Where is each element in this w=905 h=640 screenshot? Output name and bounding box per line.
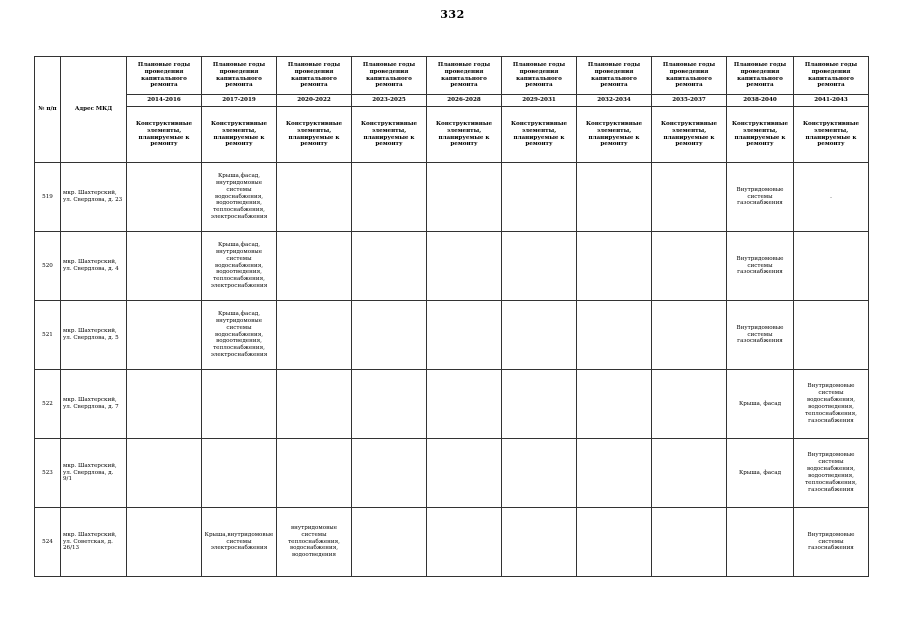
header-planned-title: Плановые годы проведения капитального ремонта (202, 57, 277, 95)
row-address: мкр. Шахтерский, ул. Советская, д. 26/13 (61, 508, 127, 577)
header-period: 2035-2037 (652, 95, 727, 107)
row-cell (127, 232, 202, 301)
header-elements: Конструктивные элементы, планируемые к ремонту (794, 107, 869, 163)
row-cell (127, 439, 202, 508)
table-row (35, 301, 869, 370)
row-cell (502, 508, 577, 577)
header-planned-title: Плановые годы проведения капитального ремонта (727, 57, 794, 95)
row-cell (577, 439, 652, 508)
row-cell (652, 370, 727, 439)
header-period: 2023-2025 (352, 95, 427, 107)
row-cell (794, 301, 869, 370)
header-period: 2026-2028 (427, 95, 502, 107)
row-cell (202, 439, 277, 508)
row-cell (577, 370, 652, 439)
header-planned-title: Плановые годы проведения капитального ремонта (577, 57, 652, 95)
row-cell (502, 370, 577, 439)
row-cell (277, 370, 352, 439)
row-number: 520 (35, 232, 61, 301)
row-cell (352, 163, 427, 232)
header-period: 2038-2040 (727, 95, 794, 107)
row-cell (277, 439, 352, 508)
row-cell: Внутридомовые системы водоснабжения, водоотведения, теплоснабжения, газоснабжения (794, 439, 869, 508)
row-cell: . (794, 163, 869, 232)
row-cell: Крыша,фасад, внутридомовые системы водоснабжения, водоотведения, теплоснабжения, электроснабжения (202, 301, 277, 370)
row-address: мкр. Шахтерский, ул. Свердлова, д. 5 (61, 301, 127, 370)
row-cell: внутридомовые системы теплоснабжения, водоснабжения, водоотведения (277, 508, 352, 577)
row-cell (577, 163, 652, 232)
header-elements: Конструктивные элементы, планируемые к ремонту (277, 107, 352, 163)
page-number: 332 (440, 8, 465, 21)
row-cell (652, 439, 727, 508)
row-cell (127, 370, 202, 439)
header-num: № п/п (35, 57, 61, 163)
header-period: 2014-2016 (127, 95, 202, 107)
header-planned-title: Плановые годы проведения капитального ремонта (277, 57, 352, 95)
header-elements: Конструктивные элементы, планируемые к ремонту (727, 107, 794, 163)
header-address: Адрес МКД (61, 57, 127, 163)
header-period: 2032-2034 (577, 95, 652, 107)
header-planned-title: Плановые годы проведения капитального ремонта (652, 57, 727, 95)
row-cell: Внутридомовые системы газоснабжения (794, 508, 869, 577)
row-address: мкр. Шахтерский, ул. Свердлова, д. 7 (61, 370, 127, 439)
row-cell (652, 508, 727, 577)
row-cell (427, 370, 502, 439)
row-cell (502, 439, 577, 508)
header-planned-title: Плановые годы проведения капитального ремонта (502, 57, 577, 95)
row-cell (427, 508, 502, 577)
row-cell (427, 301, 502, 370)
header-elements-row (35, 107, 869, 163)
row-cell: Внутридомовые системы газоснабжения (727, 301, 794, 370)
row-cell (652, 301, 727, 370)
row-cell (277, 301, 352, 370)
table-row (35, 163, 869, 232)
row-cell: Крыша,внутридомовые системы электроснабжения (202, 508, 277, 577)
row-cell: Крыша,фасад, внутридомовые системы водоснабжения, водоотведения, теплоснабжения, электроснабжения (202, 163, 277, 232)
row-cell (577, 232, 652, 301)
row-cell: Внутридомовые системы газоснабжения (727, 232, 794, 301)
header-elements: Конструктивные элементы, планируемые к ремонту (202, 107, 277, 163)
row-number: 523 (35, 439, 61, 508)
header-period: 2020-2022 (277, 95, 352, 107)
table-row (35, 439, 869, 508)
row-number: 519 (35, 163, 61, 232)
row-cell: Внутридомовые системы газоснабжения (727, 163, 794, 232)
row-address: мкр. Шахтерский, ул. Свердлова, д. 4 (61, 232, 127, 301)
row-cell (427, 232, 502, 301)
row-cell (127, 163, 202, 232)
table-row (35, 370, 869, 439)
row-cell (127, 301, 202, 370)
row-cell (352, 370, 427, 439)
row-cell (502, 301, 577, 370)
row-cell (127, 508, 202, 577)
header-years-row (35, 95, 869, 107)
row-cell (202, 370, 277, 439)
header-planned-title: Плановые годы проведения капитального ремонта (352, 57, 427, 95)
row-cell (652, 163, 727, 232)
row-cell (352, 301, 427, 370)
header-elements: Конструктивные элементы, планируемые к ремонту (127, 107, 202, 163)
row-cell: Крыша, фасад (727, 439, 794, 508)
row-cell (577, 508, 652, 577)
header-elements: Конструктивные элементы, планируемые к ремонту (577, 107, 652, 163)
row-cell (427, 163, 502, 232)
row-cell: Крыша, фасад (727, 370, 794, 439)
row-address: мкр. Шахтерский, ул. Свердлова, д. 23 (61, 163, 127, 232)
row-cell (794, 232, 869, 301)
row-address: мкр. Шахтерский, ул. Свердлова, д. 9/1 (61, 439, 127, 508)
row-cell (727, 508, 794, 577)
header-planned-title: Плановые годы проведения капитального ремонта (794, 57, 869, 95)
row-cell (277, 232, 352, 301)
row-cell (352, 508, 427, 577)
header-planned-title: Плановые годы проведения капитального ремонта (127, 57, 202, 95)
row-number: 522 (35, 370, 61, 439)
row-cell (502, 232, 577, 301)
row-number: 524 (35, 508, 61, 577)
table-row (35, 508, 869, 577)
row-cell (577, 301, 652, 370)
row-cell: Внутридомовые системы водоснабжения, водоотведения, теплоснабжения, газоснабжения (794, 370, 869, 439)
header-elements: Конструктивные элементы, планируемые к ремонту (427, 107, 502, 163)
row-cell (502, 163, 577, 232)
header-title-row (35, 57, 869, 95)
header-period: 2041-2043 (794, 95, 869, 107)
row-cell: Крыша,фасад, внутридомовые системы водоснабжения, водоотведения, теплоснабжения, электроснабжения (202, 232, 277, 301)
header-elements: Конструктивные элементы, планируемые к ремонту (502, 107, 577, 163)
row-cell (427, 439, 502, 508)
row-cell (352, 232, 427, 301)
row-cell (652, 232, 727, 301)
row-cell (277, 163, 352, 232)
header-period: 2029-2031 (502, 95, 577, 107)
header-elements: Конструктивные элементы, планируемые к ремонту (352, 107, 427, 163)
header-planned-title: Плановые годы проведения капитального ремонта (427, 57, 502, 95)
header-period: 2017-2019 (202, 95, 277, 107)
header-elements: Конструктивные элементы, планируемые к ремонту (652, 107, 727, 163)
row-number: 521 (35, 301, 61, 370)
capital-repair-table (34, 56, 869, 577)
row-cell (352, 439, 427, 508)
table-row (35, 232, 869, 301)
